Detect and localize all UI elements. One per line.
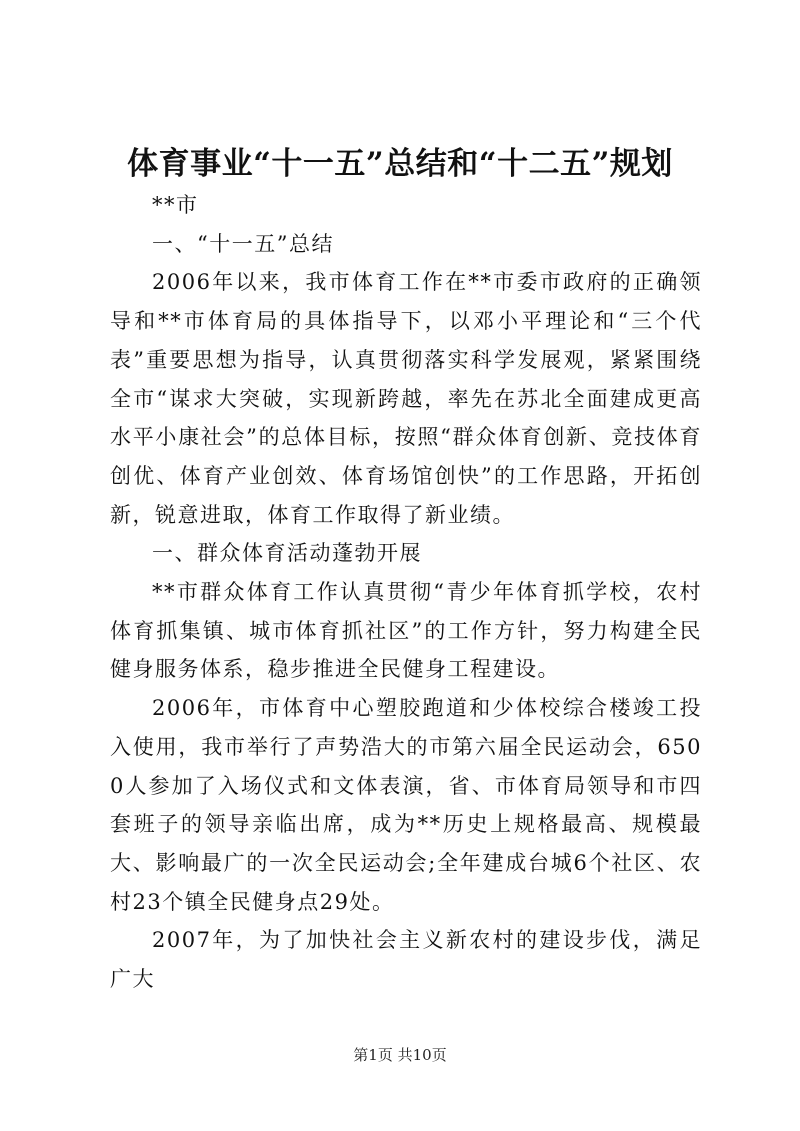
paragraph: 2007年，为了加快社会主义新农村的建设步伐，满足广大 [110,928,702,992]
author-line: **市 [152,193,199,217]
paragraph: **市群众体育工作认真贯彻“青少年体育抓学校，农村体育抓集镇、城市体育抓社区”的工作方针，努力构建全民健身服务体系，稳步推进全民健身工程建设。 [110,580,702,682]
section-heading: 一、“十一五”总结 [152,231,334,256]
subsection-heading: 一、群众体育活动蓬勃开展 [152,541,422,566]
paragraph: 2006年以来，我市体育工作在**市委市政府的正确领导和**市体育局的具体指导下，以邓小平理论和“三个代表”重要思想为指导，认真贯彻落实科学发展观，紧紧围绕全市“谋求大突破，实现新跨越，率先在苏北全面建成更高水平小康社会”的总体目标，按照“群众体育创新、竞技体育创优、体育产业创效、体育场馆创快”的工作思路，开拓创新，锐意进取，体育工作取得了新业绩。 [110,270,702,527]
document-title: 体育事业“十一五”总结和“十二五”规划 [127,146,673,182]
paragraph: 2006年，市体育中心塑胶跑道和少体校综合楼竣工投入使用，我市举行了声势浩大的市第六届全民运动会，6500人参加了入场仪式和文体表演，省、市体育局领导和市四套班子的领导亲临出席，成为**历史上规格最高、规模最大、影响最广的一次全民运动会;全年建成台城6个社区、农村23个镇全民健身点29处。 [110,696,702,914]
page-number: 第1页 共10页 [353,1046,447,1064]
document-body [110,186,702,999]
